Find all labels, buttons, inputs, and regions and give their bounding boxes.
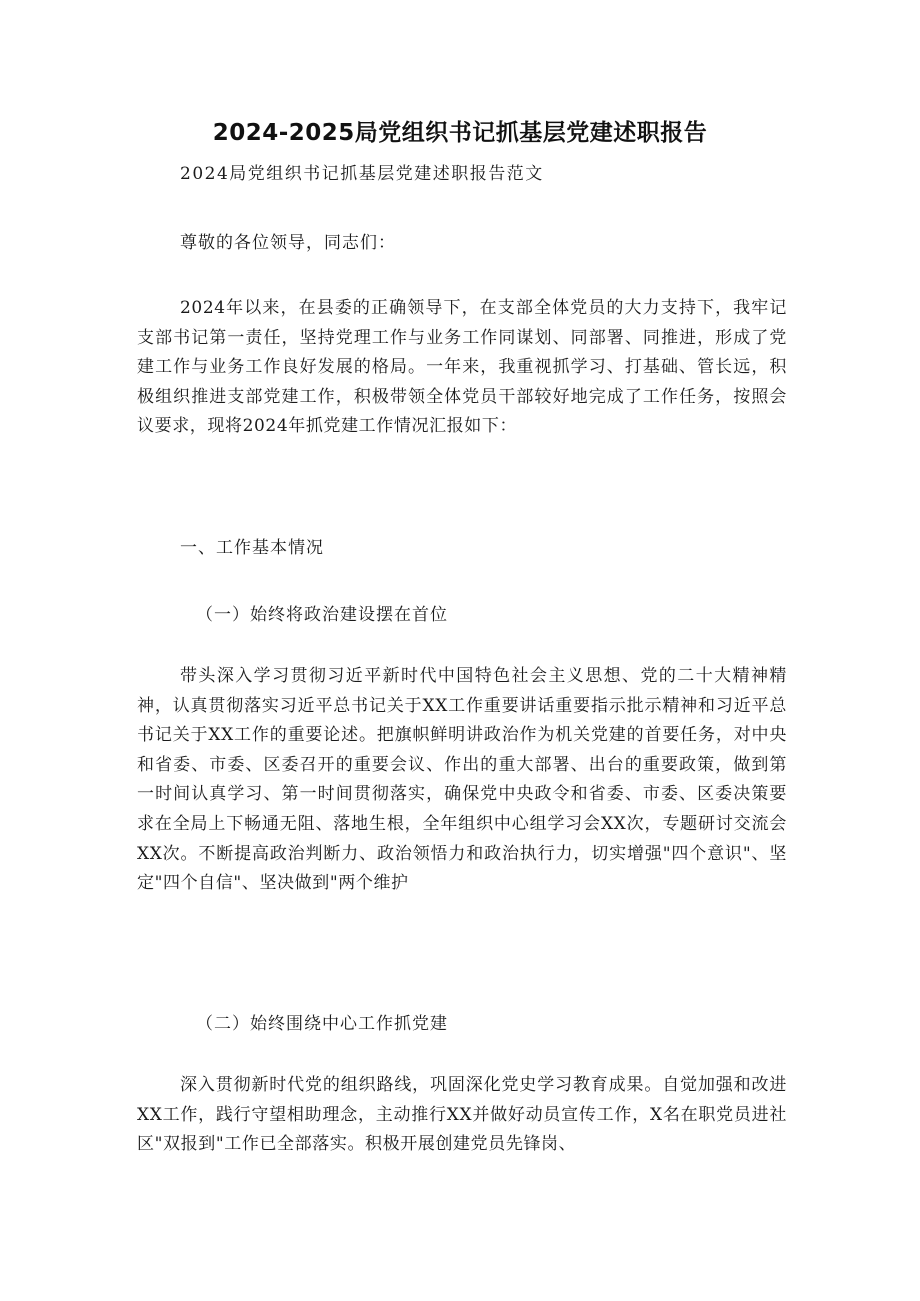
- subsection-heading-2: （二）始终围绕中心工作抓党建: [196, 1014, 448, 1034]
- subsection-1-paragraph: 带头深入学习贯彻习近平新时代中国特色社会主义思想、党的二十大精神精神，认真贯彻落实习近平总书记关于XX工作重要讲话重要指示批示精神和习近平总书记关于XX工作的重要论述。把旗帜鲜明讲政治作为机关党建的首要任务，对中央和省委、市委、区委召开的重要会议、作出的重大部署、出台的重要政策，做到第一时间认真学习、第一时间贯彻落实，确保党中央政令和省委、市委、区委决策要求在全局上下畅通无阻、落地生根，全年组织中心组学习会XX次，专题研讨交流会XX次。不断提高政治判断力、政治领悟力和政治执行力，切实增强"四个意识"、坚定"四个自信"、坚决做到"两个维护: [137, 666, 787, 894]
- section-heading-1: 一、工作基本情况: [180, 538, 324, 558]
- document-title: 2024-2025局党组织书记抓基层党建述职报告: [212, 120, 708, 146]
- intro-paragraph: 2024年以来，在县委的正确领导下，在支部全体党员的大力支持下，我牢记支部书记第一责任，坚持党理工作与业务工作同谋划、同部署、同推进，形成了党建工作与业务工作良好发展的格局。一年来，我重视抓学习、打基础、管长远，积极组织推进支部党建工作，积极带领全体党员干部较好地完成了工作任务，按照会议要求，现将2024年抓党建工作情况汇报如下：: [137, 298, 787, 437]
- salutation: 尊敬的各位领导，同志们：: [180, 233, 396, 253]
- subsection-2-paragraph: 深入贯彻新时代党的组织路线，巩固深化党史学习教育成果。自觉加强和改进XX工作，践行守望相助理念，主动推行XX并做好动员宣传工作，X名在职党员进社区"双报到"工作已全部落实。积极开展创建党员先锋岗、: [137, 1075, 787, 1155]
- document-subtitle: 2024局党组织书记抓基层党建述职报告范文: [180, 164, 544, 184]
- subsection-heading-1: （一）始终将政治建设摆在首位: [196, 605, 448, 625]
